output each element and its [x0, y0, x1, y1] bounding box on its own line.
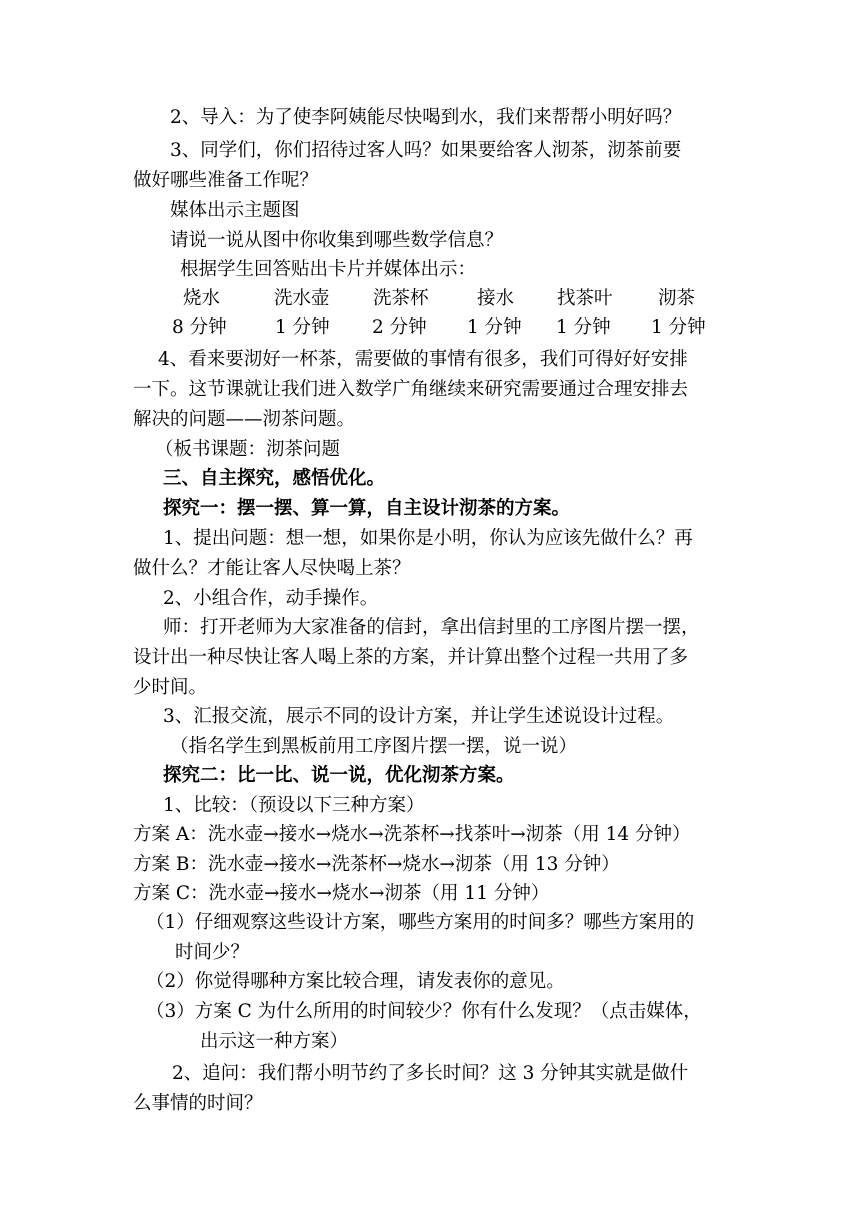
time-label: 1 分钟: [275, 317, 330, 338]
plan-b-line: 方案 B：洗水壶→接水→洗茶杯→烧水→沏茶（用 13 分钟）: [133, 854, 620, 875]
board-title-line: （板书课题：沏茶问题: [155, 439, 341, 460]
time-label: 8 分钟: [172, 317, 227, 338]
task-label: 洗水壶: [274, 288, 330, 309]
body-line: 解决的问题——沏茶问题。: [133, 409, 356, 430]
body-line: 么事情的时间？: [133, 1093, 263, 1114]
question-line-cont: 做好哪些准备工作呢？: [133, 170, 319, 191]
body-line: 少时间。: [133, 677, 208, 698]
body-line: 时间少？: [175, 942, 250, 963]
body-line: 一下。这节课就让我们进入数学广角继续来研究需要通过合理安排去: [133, 379, 689, 400]
time-label: 1 分钟: [467, 317, 522, 338]
plan-c-line: 方案 C：洗水壶→接水→烧水→沏茶（用 11 分钟）: [133, 883, 550, 904]
time-label: 2 分钟: [372, 317, 427, 338]
body-line: 2、追问：我们帮小明节约了多长时间？这 3 分钟其实就是做什: [172, 1063, 689, 1084]
task-label: 沏茶: [658, 288, 696, 309]
body-line: （3）方案 C 为什么所用的时间较少？你有什么发现？（点击媒体，: [146, 1001, 702, 1022]
task-label: 找茶叶: [557, 288, 613, 309]
prompt-line: 请说一说从图中你收集到哪些数学信息？: [170, 230, 504, 251]
cards-line: 根据学生回答贴出卡片并媒体出示：: [180, 259, 477, 280]
explore-one-heading: 探究一：摆一摆、算一算，自主设计沏茶的方案。: [163, 498, 571, 519]
section-heading: 三、自主探究，感悟优化。: [163, 468, 386, 489]
body-line: 2、小组合作，动手操作。: [163, 588, 379, 609]
body-line: 1、提出问题：想一想，如果你是小明，你认为应该先做什么？再: [163, 528, 693, 549]
body-line: 做什么？才能让客人尽快喝上茶？: [133, 558, 411, 579]
body-line: （指名学生到黑板前用工序图片摆一摆，说一说）: [170, 736, 578, 757]
question-line: 3、同学们，你们招待过客人吗？如果要给客人沏茶，沏茶前要: [170, 140, 682, 161]
body-line: （1）仔细观察这些设计方案，哪些方案用的时间多？哪些方案用的: [146, 912, 695, 933]
body-line: 出示这一种方案）: [200, 1031, 349, 1052]
body-line: （2）你觉得哪种方案比较合理，请发表你的意见。: [146, 971, 565, 992]
body-line: 师：打开老师为大家准备的信封，拿出信封里的工序图片摆一摆，: [163, 617, 700, 638]
media-line: 媒体出示主题图: [170, 200, 300, 221]
plan-a-line: 方案 A：洗水壶→接水→烧水→洗茶杯→找茶叶→沏茶（用 14 分钟）: [133, 824, 691, 845]
body-line: 4、看来要沏好一杯茶，需要做的事情有很多，我们可得好好安排: [158, 349, 688, 370]
body-line: 设计出一种尽快让客人喝上茶的方案，并计算出整个过程一共用了多: [133, 647, 689, 668]
task-label: 接水: [477, 288, 515, 309]
body-line: 1、比较：（预设以下三种方案）: [163, 795, 425, 816]
body-line: 3、汇报交流，展示不同的设计方案，并让学生述说设计过程。: [163, 706, 675, 727]
task-label: 烧水: [183, 288, 221, 309]
intro-line: 2、导入：为了使李阿姨能尽快喝到水，我们来帮帮小明好吗？: [170, 107, 682, 128]
time-label: 1 分钟: [651, 317, 706, 338]
explore-two-heading: 探究二：比一比、说一说，优化沏茶方案。: [163, 765, 515, 786]
task-label: 洗茶杯: [373, 288, 429, 309]
time-label: 1 分钟: [556, 317, 611, 338]
